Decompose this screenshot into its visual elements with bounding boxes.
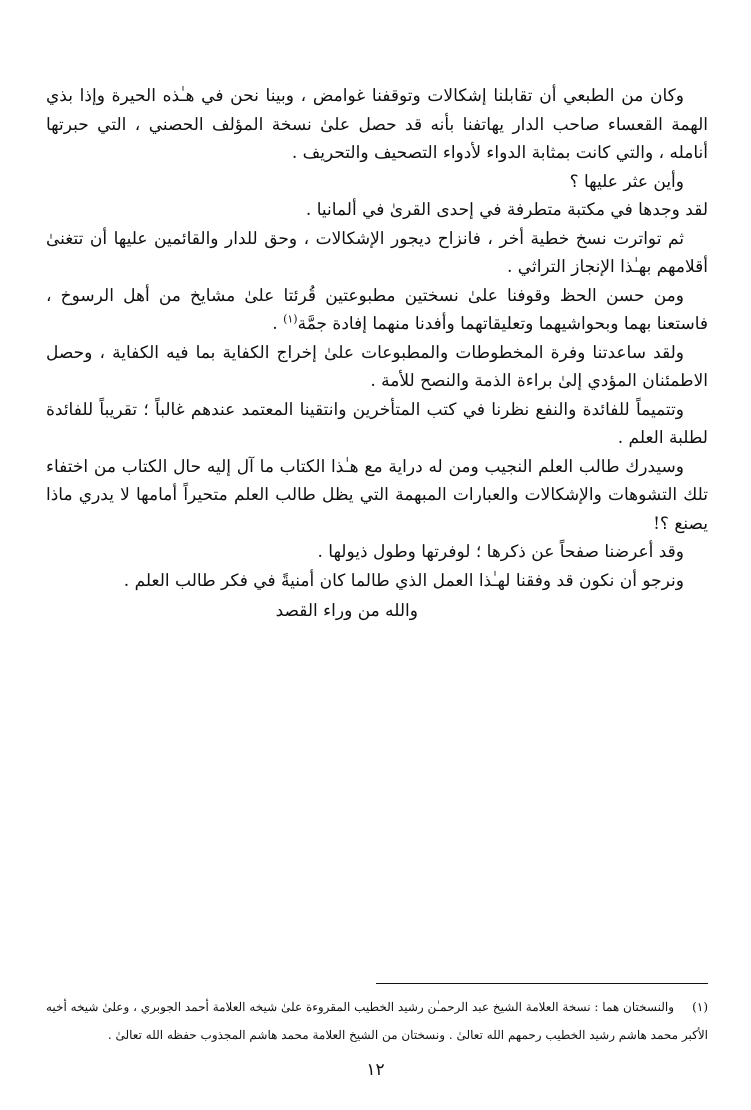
footnote-number: (١) xyxy=(692,1000,708,1014)
paragraph-3: لقد وجدها في مكتبة متطرفة في إحدى القرىٰ في ألمانيا . xyxy=(305,200,708,220)
paragraph-6: ولقد ساعدتنا وفرة المخطوطات والمطبوعات علىٰ إخراج الكفاية بما فيه الكفاية ، وحصل الاطمئنان المؤدي إلىٰ براءة الذمة والنصح للأمة . xyxy=(46,342,708,391)
paragraph-7: وتتميماً للفائدة والنفع نظرنا في كتب المتأخرين وانتقينا المعتمد عندهم غالباً ؛ تقريباً للفائدة لطلبة العلم . xyxy=(46,399,708,448)
footnote-reference: (١) xyxy=(283,312,298,326)
paragraph-2: وأين عثر عليها ؟ xyxy=(569,171,684,192)
page-number: ١٢ xyxy=(366,1060,385,1080)
footnote-text: والنسختان هما : نسخة العلامة الشيخ عبد الرحمـٰن رشيد الخطيب المقروءة علىٰ شيخه العلامة أحمد الجوبري ، وعلىٰ شيخه أخيه الأكبر محمد هاشم رشيد الخطيب رحمهم الله تعالىٰ . ونسختان من الشيخ العلامة محمد هاشم المجذوب حفظه الله تعالىٰ . xyxy=(46,1000,708,1042)
footnote xyxy=(46,993,708,1049)
footnote-body xyxy=(46,993,708,1049)
paragraph-1: وكان من الطبعي أن تقابلنا إشكالات وتوقفنا غوامض ، وبينا نحن في هـٰذه الحيرة وإذا بذي الهمة القعساء صاحب الدار يهاتفنا بأنه قد حصل علىٰ نسخة المؤلف الحصني ، التي حبرتها أنامله ، والتي كانت بمثابة الدواء لأدواء التصحيف والتحريف . xyxy=(46,86,708,163)
paragraph-5-text: ومن حسن الحظ وقوفنا علىٰ نسختين مطبوعتين قُرئتا علىٰ مشايخ من أهل الرسوخ ، فاستعنا بهما وبحواشيهما وتعليقاتهما وأفدنا منهما إفادة جمَّة xyxy=(46,285,708,334)
body-text xyxy=(46,82,708,626)
paragraph-4: ثم تواترت نسخ خطية أخر ، فانزاح ديجور الإشكالات ، وحق للدار والقائمين عليها أن تتغنىٰ أقلامهم بهـٰذا الإنجاز التراثي . xyxy=(46,228,708,277)
footnote-divider xyxy=(376,983,708,984)
paragraph-8: وسيدرك طالب العلم النجيب ومن له دراية مع هـٰذا الكتاب ما آل إليه حال الكتاب من اختفاء تلك التشوهات والإشكالات والعبارات المبهمة التي يظل طالب العلم متحيراً أمامها لا يدري ماذا يصنع ؟! xyxy=(46,456,708,534)
paragraph-5-end: . xyxy=(272,314,284,334)
paragraph-10: ونرجو أن نكون قد وفقنا لهـٰذا العمل الذي طالما كان أمنيةً في فكر طالب العلم . xyxy=(123,570,684,591)
paragraph-9: وقد أعرضنا صفحاً عن ذكرها ؛ لوفرتها وطول ذيولها . xyxy=(317,542,684,562)
closing-line: والله من وراء القصد xyxy=(275,601,418,621)
paragraph-5 xyxy=(46,282,708,339)
